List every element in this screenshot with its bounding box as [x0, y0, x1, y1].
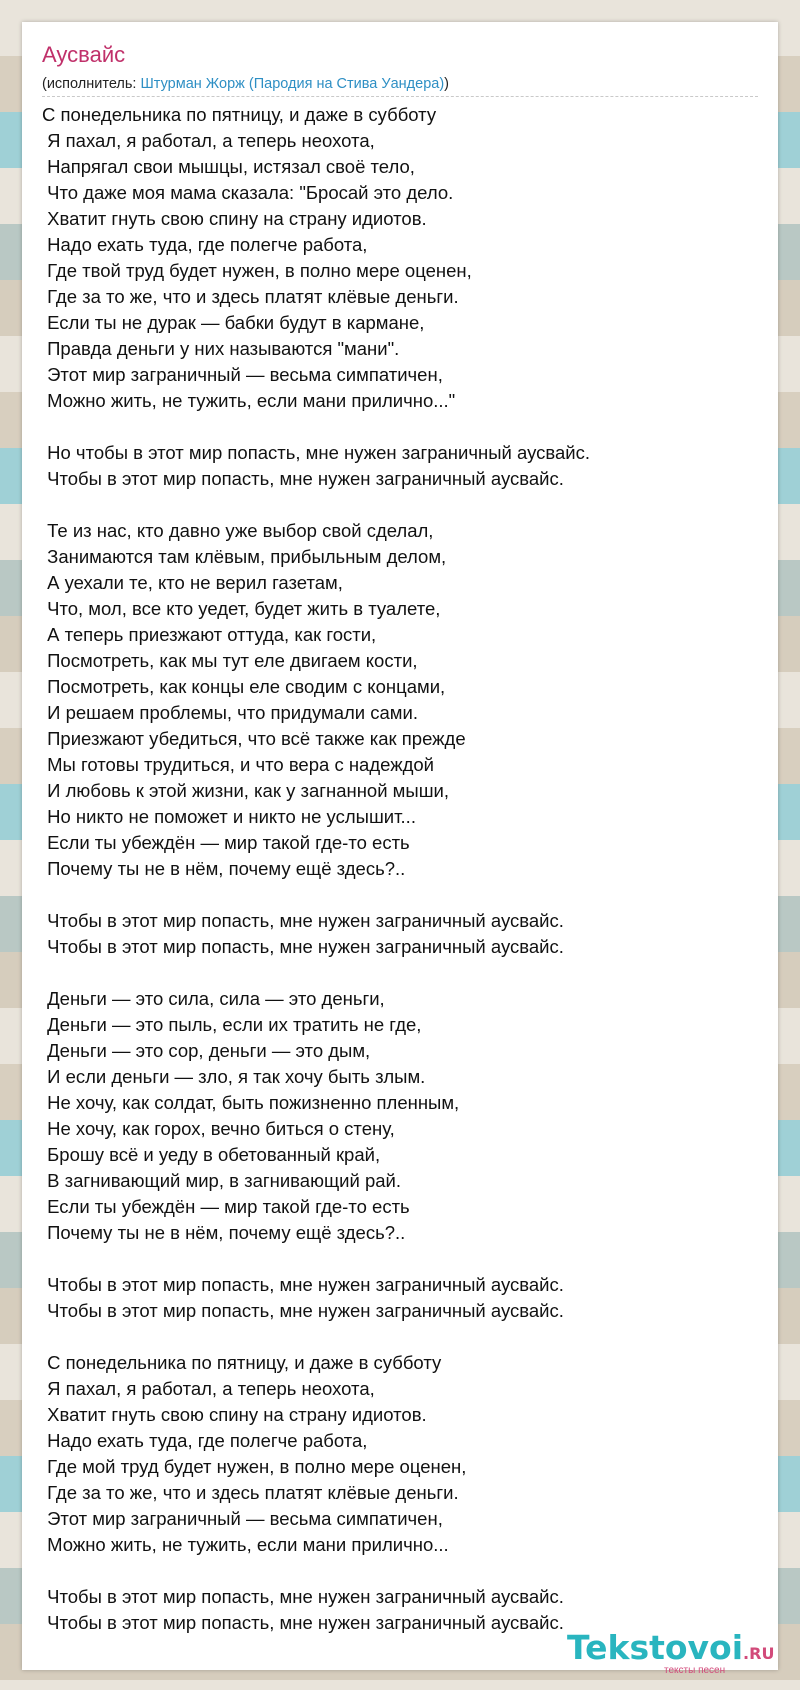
- stanza-break: [42, 1324, 758, 1350]
- lyric-line: Я пахал, я работал, а теперь неохота,: [42, 130, 375, 151]
- lyric-line: Те из нас, кто давно уже выбор свой сделал,: [42, 520, 434, 541]
- logo-tld: .RU: [743, 1644, 775, 1663]
- lyric-line: Что, мол, все кто уедет, будет жить в туалете,: [42, 598, 441, 619]
- artist-suffix: ): [444, 76, 449, 92]
- lyric-line: Где за то же, что и здесь платят клёвые деньги.: [42, 1482, 459, 1503]
- lyric-line: И решаем проблемы, что придумали сами.: [42, 702, 418, 723]
- artist-line: [42, 74, 758, 97]
- lyric-line: Надо ехать туда, где полегче работа,: [42, 234, 368, 255]
- lyric-line: Надо ехать туда, где полегче работа,: [42, 1430, 368, 1451]
- logo-tagline: тексты песен: [664, 1665, 726, 1676]
- lyric-line: Мы готовы трудиться, и что вера с надеждой: [42, 754, 435, 775]
- lyric-line: Но никто не поможет и никто не услышит...: [42, 806, 416, 827]
- logo-brand: Tekstovoi: [567, 1628, 744, 1667]
- lyric-line: Брошу всё и уеду в обетованный край,: [42, 1144, 381, 1165]
- lyric-line: Чтобы в этот мир попасть, мне нужен заграничный аусвайс.: [42, 1612, 564, 1633]
- lyric-line: Но чтобы в этот мир попасть, мне нужен заграничный аусвайс.: [42, 442, 590, 463]
- lyric-line: А уехали те, кто не верил газетам,: [42, 572, 343, 593]
- lyric-line: С понедельника по пятницу, и даже в субботу: [42, 104, 437, 125]
- lyric-line: Не хочу, как горох, вечно биться о стену,: [42, 1118, 395, 1139]
- lyrics-text: [42, 102, 758, 1636]
- lyric-line: Правда деньги у них называются "мани".: [42, 338, 400, 359]
- lyric-line: Где твой труд будет нужен, в полно мере оценен,: [42, 260, 472, 281]
- lyric-line: Можно жить, не тужить, если мани прилично...": [42, 390, 456, 411]
- lyric-line: Чтобы в этот мир попасть, мне нужен заграничный аусвайс.: [42, 1300, 564, 1321]
- lyric-line: Хватит гнуть свою спину на страну идиотов.: [42, 208, 427, 229]
- lyric-line: Напрягал свои мышцы, истязал своё тело,: [42, 156, 415, 177]
- song-title: Аусвайс: [42, 42, 126, 67]
- lyric-line: Почему ты не в нём, почему ещё здесь?..: [42, 858, 406, 879]
- lyric-line: Чтобы в этот мир попасть, мне нужен заграничный аусвайс.: [42, 910, 564, 931]
- lyric-line: Посмотреть, как мы тут еле двигаем кости,: [42, 650, 418, 671]
- stanza-break: [42, 414, 758, 440]
- lyric-line: Где за то же, что и здесь платят клёвые деньги.: [42, 286, 459, 307]
- lyric-line: И любовь к этой жизни, как у загнанной мыши,: [42, 780, 450, 801]
- lyric-line: Чтобы в этот мир попасть, мне нужен заграничный аусвайс.: [42, 1274, 564, 1295]
- lyric-line: Если ты не дурак — бабки будут в кармане,: [42, 312, 425, 333]
- lyric-line: Деньги — это сор, деньги — это дым,: [42, 1040, 371, 1061]
- lyric-line: С понедельника по пятницу, и даже в субботу: [42, 1352, 442, 1373]
- stanza-break: [42, 960, 758, 986]
- lyric-line: Чтобы в этот мир попасть, мне нужен заграничный аусвайс.: [42, 468, 564, 489]
- lyric-line: Этот мир заграничный — весьма симпатичен,: [42, 364, 443, 385]
- lyric-line: Если ты убеждён — мир такой где-то есть: [42, 1196, 410, 1217]
- lyric-line: Я пахал, я работал, а теперь неохота,: [42, 1378, 375, 1399]
- lyric-line: В загнивающий мир, в загнивающий рай.: [42, 1170, 402, 1191]
- lyric-line: Не хочу, как солдат, быть пожизненно пленным,: [42, 1092, 460, 1113]
- stanza-break: [42, 1558, 758, 1584]
- lyric-line: Чтобы в этот мир попасть, мне нужен заграничный аусвайс.: [42, 936, 564, 957]
- lyric-line: Можно жить, не тужить, если мани прилично...: [42, 1534, 449, 1555]
- lyric-line: Посмотреть, как концы еле сводим с концами,: [42, 676, 446, 697]
- lyric-line: Что даже моя мама сказала: "Бросай это дело.: [42, 182, 454, 203]
- lyric-line: Этот мир заграничный — весьма симпатичен,: [42, 1508, 443, 1529]
- lyric-line: Занимаются там клёвым, прибыльным делом,: [42, 546, 447, 567]
- stanza-break: [42, 492, 758, 518]
- lyric-line: Почему ты не в нём, почему ещё здесь?..: [42, 1222, 406, 1243]
- lyric-line: Где мой труд будет нужен, в полно мере оценен,: [42, 1456, 467, 1477]
- lyric-line: А теперь приезжают оттуда, как гости,: [42, 624, 377, 645]
- artist-prefix: (исполнитель:: [42, 76, 141, 92]
- stanza-break: [42, 1246, 758, 1272]
- lyrics-card: [22, 22, 778, 1670]
- lyric-line: Чтобы в этот мир попасть, мне нужен заграничный аусвайс.: [42, 1586, 564, 1607]
- lyric-line: Хватит гнуть свою спину на страну идиотов.: [42, 1404, 427, 1425]
- lyric-line: Приезжают убедиться, что всё также как прежде: [42, 728, 466, 749]
- stanza-break: [42, 882, 758, 908]
- lyric-line: Если ты убеждён — мир такой где-то есть: [42, 832, 410, 853]
- lyric-line: Деньги — это пыль, если их тратить не где,: [42, 1014, 422, 1035]
- artist-link[interactable]: Штурман Жорж (Пародия на Стива Уандера): [140, 76, 445, 92]
- lyric-line: Деньги — это сила, сила — это деньги,: [42, 988, 385, 1009]
- lyric-line: И если деньги — зло, я так хочу быть злым.: [42, 1066, 426, 1087]
